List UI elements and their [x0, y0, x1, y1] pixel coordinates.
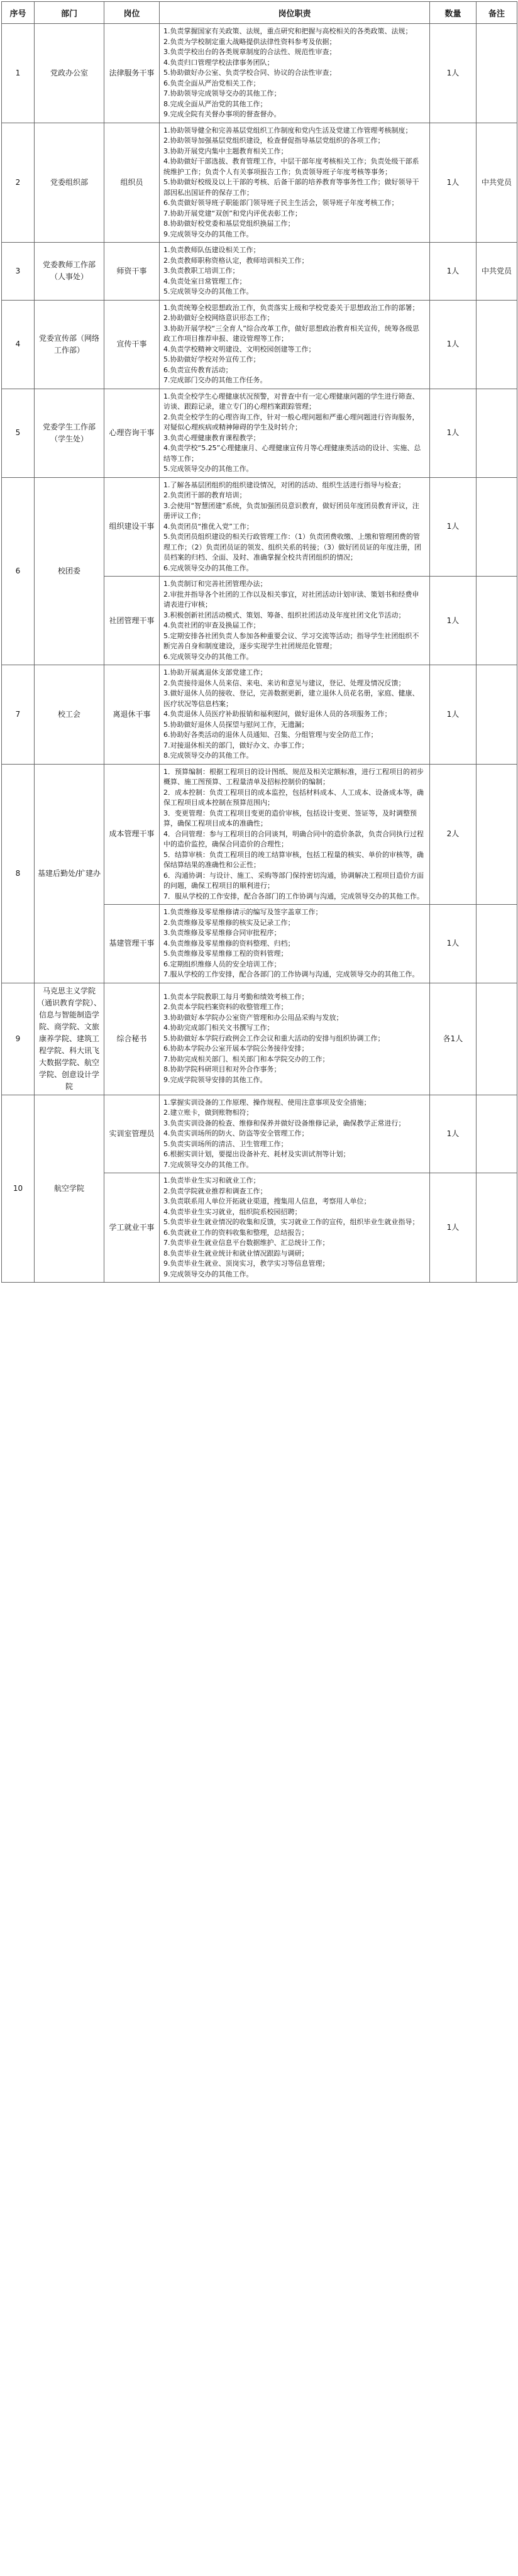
row-position: 社团管理干事 — [104, 577, 160, 665]
header-duties: 岗位职责 — [160, 2, 430, 24]
table-row — [2, 665, 517, 765]
duty-item: 7.负责毕业生就业信息平台数据维护、汇总统计工作； — [163, 1239, 329, 1247]
duty-item: 8.负责毕业生就业统计和就业情况跟踪与调研； — [163, 1249, 309, 1258]
row-note — [477, 1173, 517, 1283]
duty-item: 9.完成学院领导安排的其他工作。 — [163, 1075, 267, 1084]
row-count: 1人 — [430, 24, 477, 123]
row-duties — [160, 1173, 430, 1283]
header-no: 序号 — [2, 2, 35, 24]
duty-item: 7．服从学校的工作安排，配合各部门的工作协调与沟通，完成领导交办的其他工作。 — [163, 892, 424, 900]
duty-item: 3.会使用“智慧团建”系统，负责加强团员意识教育，做好团员年度团员教育评议，注册评议工作； — [163, 501, 419, 520]
row-position: 法律服务干事 — [104, 24, 160, 123]
row-dept: 党委学生工作部（学生处） — [35, 389, 104, 477]
duty-item: 4.负责学校精神文明建设、文明校园创建等工作； — [163, 345, 316, 353]
row-position: 心理咨询干事 — [104, 389, 160, 477]
duty-item: 3.负责维修及零星维修合同审批程序； — [163, 929, 281, 937]
table-header-row — [2, 2, 517, 24]
duty-item: 1.负责毕业生实习和就业工作； — [163, 1176, 260, 1185]
row-count: 1人 — [430, 665, 477, 765]
row-count: 1人 — [430, 905, 477, 983]
duty-item: 4.负责毕业生实习就业，组织院系校园招聘； — [163, 1207, 302, 1216]
row-duties — [160, 1095, 430, 1173]
duty-item: 1.负责本学院教职工每月考勤和绩效考核工作； — [163, 992, 309, 1001]
row-no: 2 — [2, 123, 35, 243]
row-duties — [160, 577, 430, 665]
header-note: 备注 — [477, 2, 517, 24]
duty-item: 4．合同管理：参与工程项目的合同谈判，明确合同中的造价条款，负责合同执行过程中的造价监控，确保合同造价的合理性； — [163, 829, 424, 848]
duty-item: 4.负责退休人员医疗补助报销和福利慰问，做好退休人员的各项服务工作； — [163, 710, 392, 718]
row-no: 4 — [2, 300, 35, 389]
duty-item: 7.协助领导完成领导交办的其他工作； — [163, 89, 281, 97]
duty-item: 8.完成领导交办的其他工作。 — [163, 751, 253, 760]
row-no: 3 — [2, 243, 35, 301]
duty-item: 6.负责宣传教育活动； — [163, 365, 233, 374]
row-dept: 党委宣传部（网络工作部） — [35, 300, 104, 389]
duty-item: 1.协助开展离退休支部党建工作； — [163, 668, 267, 677]
duty-item: 2．成本控制：负责工程项目的成本监控，包括材料成本、人工成本、设备成本等，确保工程项目成本控制在预算范围内； — [163, 788, 424, 807]
duty-item: 3.负责联系用人单位开拓就业渠道，搜集用人信息，考察用人单位； — [163, 1197, 371, 1205]
duty-item: 1.负责掌握国家有关政策、法规，重点研究和把握与高校相关的各类政策、法规； — [163, 27, 412, 35]
duty-item: 1．预算编制：根据工程项目的设计图纸、规范及相关定额标准，进行工程项目的初步概算、施工图预算、工程量清单及招标控制价的编制； — [163, 767, 424, 786]
duty-item: 3．变更管理：负责工程项目变更的造价审核，包括设计变更、签证等，及时调整预算，确保工程项目成本的准确性； — [163, 809, 417, 827]
duty-item: 4.负责实训场所的防火、防盗等安全管理工作； — [163, 1129, 309, 1137]
row-position: 离退休干事 — [104, 665, 160, 765]
row-note — [477, 905, 517, 983]
row-count: 2人 — [430, 764, 477, 905]
header-dept: 部门 — [35, 2, 104, 24]
row-duties — [160, 983, 430, 1095]
row-duties — [160, 300, 430, 389]
duty-item: 7.对接退休相关的部门，做好办文、办事工作； — [163, 741, 309, 749]
row-no: 6 — [2, 477, 35, 665]
duty-item: 6.负责就业工作的资料收集和整理，总结报告； — [163, 1228, 309, 1237]
row-position: 宣传干事 — [104, 300, 160, 389]
table-body — [2, 24, 517, 1283]
duty-item: 1.负责教师队伍建设相关工作； — [163, 246, 260, 254]
table-row — [2, 389, 517, 477]
table-row — [2, 123, 517, 243]
row-position: 基建管理干事 — [104, 905, 160, 983]
row-no: 8 — [2, 764, 35, 983]
duty-item: 6.根据实训计划，要提出设备补充、耗材及实训试剂等计划； — [163, 1150, 350, 1158]
row-duties — [160, 477, 430, 577]
row-dept: 校团委 — [35, 477, 104, 665]
row-no: 10 — [2, 1095, 35, 1283]
duty-item: 2.负责接待退休人员来信、来电、来访和意见与建议，登记、处理及情况反馈； — [163, 678, 405, 687]
duty-item: 6.完成领导交办的其他工作。 — [163, 652, 253, 661]
duty-item: 3.做好退休人员的接收、登记，完善数据更新，建立退休人员花名册，家庭、健康、医疗状况等信息档案； — [163, 689, 419, 708]
row-dept: 党委组织部 — [35, 123, 104, 243]
duty-item: 4.负责归口管理学校法律事务团队； — [163, 58, 274, 67]
row-no: 9 — [2, 983, 35, 1095]
row-note — [477, 983, 517, 1095]
row-count: 1人 — [430, 243, 477, 301]
row-position: 综合秘书 — [104, 983, 160, 1095]
duty-item: 8.完成全面从严治党的其他工作； — [163, 99, 267, 108]
duty-item: 3.负责心理健康教育课程教学； — [163, 433, 260, 442]
header-pos: 岗位 — [104, 2, 160, 24]
duty-item: 9.负责毕业生就业、顶岗实习，教学实习等信息管理； — [163, 1259, 329, 1268]
duty-item: 2.负责全校学生的心理咨询工作，针对一般心理问题和严重心理问题进行咨询服务，对疑似心理疾病或精神障碍的学生及时转介； — [163, 412, 419, 431]
header-cnt: 数量 — [430, 2, 477, 24]
duty-item: 2.审批并指导各个社团的工作以及相关事宜，对社团活动计划审读、策划书和经费申请表进行审核； — [163, 590, 419, 609]
row-position: 组织员 — [104, 123, 160, 243]
duty-item: 5.负责毕业生就业情况的收集和反馈，实习就业工作的宣传，组织毕业生就业指导； — [163, 1218, 419, 1226]
table-row — [2, 300, 517, 389]
row-duties — [160, 665, 430, 765]
duty-item: 6.协助好各类活动的退休人员通知、召集、分组管理与安全防范工作； — [163, 731, 378, 739]
duty-item: 5.协助做好退休人员探望与慰问工作，无遗漏； — [163, 720, 309, 729]
duty-item: 6.定期组织维修人员的安全培训工作； — [163, 959, 281, 968]
duty-item: 4.协助完成部门相关文书撰写工作； — [163, 1024, 274, 1032]
duty-item: 5.协助做好学校对外宣传工作； — [163, 355, 260, 363]
row-dept: 马克思主义学院（通识教育学院）、信息与智能制造学院、商学院、文旅康养学院、建筑工程学院、科大讯飞大数据学院、航空学院、创意设计学院 — [35, 983, 104, 1095]
row-position: 组织建设干事 — [104, 477, 160, 577]
row-note — [477, 300, 517, 389]
duty-item: 3.负责实训设备的检查、维修和保养并做好设备维修记录，确保教学正常进行； — [163, 1119, 405, 1127]
duty-item: 3.协助开展党内集中主题教育相关工作； — [163, 146, 288, 155]
duty-item: 6.完成领导交办的其他工作。 — [163, 563, 253, 572]
duty-item: 3.协助开展学校“三全育人”综合改革工作，做好思想政治教育相关宣传，统筹各级思政工作项目推荐申报、建设管理等工作； — [163, 324, 419, 343]
row-duties — [160, 24, 430, 123]
duty-item: 4.负责社团的审查及换届工作； — [163, 621, 260, 629]
duty-item: 7.完成领导交办的其他工作。 — [163, 1160, 253, 1169]
duty-item: 6.协助本学院办公室开展本学院公务接待安排； — [163, 1044, 309, 1053]
duty-item: 9.完成全院有关督办事项的督查督办。 — [163, 110, 281, 118]
row-dept: 党政办公室 — [35, 24, 104, 123]
row-count: 各1人 — [430, 983, 477, 1095]
duty-item: 5.完成领导交办的其他工作。 — [163, 465, 253, 473]
row-duties — [160, 389, 430, 477]
row-note: 中共党员 — [477, 123, 517, 243]
duty-item: 5.协助做好校级及以上干部的考核、后备干部的培养教育等事务性工作；做好领导干部因私出国证件的保存工作； — [163, 178, 419, 197]
row-count: 1人 — [430, 577, 477, 665]
row-count: 1人 — [430, 1173, 477, 1283]
duty-item: 4.负责团员“推优入党”工作； — [163, 522, 253, 531]
duty-item: 6.负责做好领导班子职能部门领导班子民主生活会，领导班子年度考核工作； — [163, 199, 399, 207]
row-no: 7 — [2, 665, 35, 765]
row-dept: 航空学院 — [35, 1095, 104, 1283]
row-position: 成本管理干事 — [104, 764, 160, 905]
row-position: 学工就业干事 — [104, 1173, 160, 1283]
row-no: 1 — [2, 24, 35, 123]
duty-item: 9.完成领导交办的其他工作。 — [163, 1269, 253, 1278]
duty-item: 1.掌握实训设备的工作原理、操作规程、使用注意事项及安全措施； — [163, 1098, 371, 1107]
row-count: 1人 — [430, 300, 477, 389]
duty-item: 7.协助开展党建“双创”和党内评优表彰工作； — [163, 209, 302, 218]
row-duties — [160, 764, 430, 905]
duty-item: 1.负责维修及零星维修请示的编写及签字盖章工作； — [163, 908, 322, 916]
duty-item: 7.完成部门交办的其他工作任务。 — [163, 376, 267, 384]
duty-item: 5.定期安排各社团负责人参加各种重要会议、学习交流等活动；指导学生社团组织不断完善自身和制度建设，逐步实现学生社团规范化管理； — [163, 631, 419, 650]
duty-item: 7.协助完成相关部门、相关部门和本学院交办的工作； — [163, 1054, 329, 1063]
duty-item: 5.协助做好本学院行政例会工作会议和重大活动的安排与组织协调工作； — [163, 1034, 385, 1042]
duty-item: 4.负责学校“5.25”心理健康月、心理健康宣传月等心理健康类活动的设计、实施、总结等工作； — [163, 444, 421, 463]
duty-item: 4.协助做好干部选拔、教育管理工作，中层干部年度考核相关工作；负责处级干部系统维护工作；负责个人有关事项报告工作；负责领导班子年度考核等事务； — [163, 157, 419, 176]
row-no: 5 — [2, 389, 35, 477]
row-note — [477, 24, 517, 123]
row-note: 中共党员 — [477, 243, 517, 301]
duty-item: 1.负责制订和完善社团管理办法； — [163, 580, 267, 588]
row-dept: 基建后勤处/扩建办 — [35, 764, 104, 983]
row-count: 1人 — [430, 389, 477, 477]
duty-item: 3.积极创新社团活动模式、策划、筹备、组织社团活动及年度社团文化节活动； — [163, 611, 405, 619]
duty-item: 8.协助做好校党委和基层党组织换届工作； — [163, 219, 295, 228]
row-note — [477, 389, 517, 477]
duty-item: 6.负责全面从严治党相关工作； — [163, 79, 260, 87]
job-table — [1, 1, 517, 1283]
row-note — [477, 1095, 517, 1173]
duty-item: 5.负责实训场所的清洁、卫生管理工作； — [163, 1139, 288, 1148]
row-position: 实训室管理员 — [104, 1095, 160, 1173]
row-position: 师资干事 — [104, 243, 160, 301]
duty-item: 2.负责学院就业推荐和调查工作； — [163, 1186, 267, 1195]
duty-item: 9.完成领导交办的其他工作。 — [163, 229, 253, 238]
duty-item: 1.了解各基层团组织的组织建设情况，对团的活动、组织生活进行指导与检查； — [163, 480, 405, 489]
duty-item: 6．沟通协调：与设计、施工、采购等部门保持密切沟通，协调解决工程项目造价方面的问题，确保工程项目的顺利进行； — [163, 871, 424, 890]
row-duties — [160, 905, 430, 983]
table-row — [2, 764, 517, 905]
duty-item: 1.负责统筹全校思想政治工作，负责落实上级和学校党委关于思想政治工作的部署； — [163, 303, 419, 312]
row-duties — [160, 123, 430, 243]
duty-item: 4.负责维修及零星维修的资料整理、归档； — [163, 939, 295, 948]
duty-item: 3.协助做好本学院办公室资产管理和办公用品采购与发放； — [163, 1013, 343, 1022]
duty-item: 7.服从学校的工作安排，配合各部门的工作协调与沟通，完成领导交办的其他工作。 — [163, 970, 419, 978]
duty-item: 5．结算审核：负责工程项目的竣工结算审核，包括工程量的核实、单价的审核等，确保结算结果的准确性和公正性； — [163, 850, 424, 869]
row-note — [477, 477, 517, 577]
duty-item: 5.完成领导交办的其他工作。 — [163, 287, 253, 296]
duty-item: 2.建立账卡，做到账物相符； — [163, 1108, 253, 1117]
duty-item: 2.负责团干部的教育培训； — [163, 491, 246, 499]
row-dept: 校工会 — [35, 665, 104, 765]
duty-item: 2.协助领导加强基层党组织建设，检查督促指导基层党组织的各项工作； — [163, 136, 385, 145]
table-row — [2, 983, 517, 1095]
row-count: 1人 — [430, 477, 477, 577]
row-count: 1人 — [430, 1095, 477, 1173]
row-count: 1人 — [430, 123, 477, 243]
duty-item: 5.协助做好办公室、负责学校合同、协议的合法性审查； — [163, 69, 336, 77]
duty-item: 3.负责学校出台的各类规章制度的合法性、规范性审查； — [163, 48, 336, 56]
duty-item: 1.协助领导健全和完善基层党组织工作制度和党内生活及党建工作管理考核制度； — [163, 126, 412, 135]
duty-item: 2.负责维修及零星维修的核实及记录工作； — [163, 918, 295, 927]
duty-item: 1.负责全校学生心理健康状况预警，对普查中有一定心理健康问题的学生进行筛查、访谈、跟踪记录，建立专门的心理档案跟踪管理； — [163, 392, 419, 411]
table-row — [2, 243, 517, 301]
row-note — [477, 577, 517, 665]
duty-item: 5.负责团员组织建设的相关行政管理工作：（1）负责团费收缴、上缴和管理团费的管理工作；（2）负责团员证的领发、组织关系的转接；（3）做好团员证的年度注册，团员档案的归档、全面、及时、准确掌握全校共青团组织的情况； — [163, 533, 421, 561]
duty-item: 2.负责为学校制定重大战略提供法律性资料参考及依据； — [163, 37, 336, 46]
row-note — [477, 764, 517, 905]
duty-item: 2.负责教师职称资格认定，教师培训相关工作； — [163, 256, 309, 265]
duty-item: 2.负责本学院档案资料的收整管理工作； — [163, 1003, 288, 1012]
duty-item: 5.负责维修及零星维修工程的资料管理； — [163, 949, 288, 958]
duty-item: 8.协助学院科研项目和对外合作事务； — [163, 1065, 281, 1074]
row-note — [477, 665, 517, 765]
table-row — [2, 477, 517, 577]
table-row — [2, 1095, 517, 1173]
duty-item: 4.负责处室日常管理工作； — [163, 277, 246, 285]
duty-item: 3.负责教职工培训工作； — [163, 267, 240, 275]
row-dept: 党委教师工作部（人事处） — [35, 243, 104, 301]
duty-item: 2.协助做好全校网络意识形态工作； — [163, 314, 274, 322]
table-row — [2, 24, 517, 123]
row-duties — [160, 243, 430, 301]
